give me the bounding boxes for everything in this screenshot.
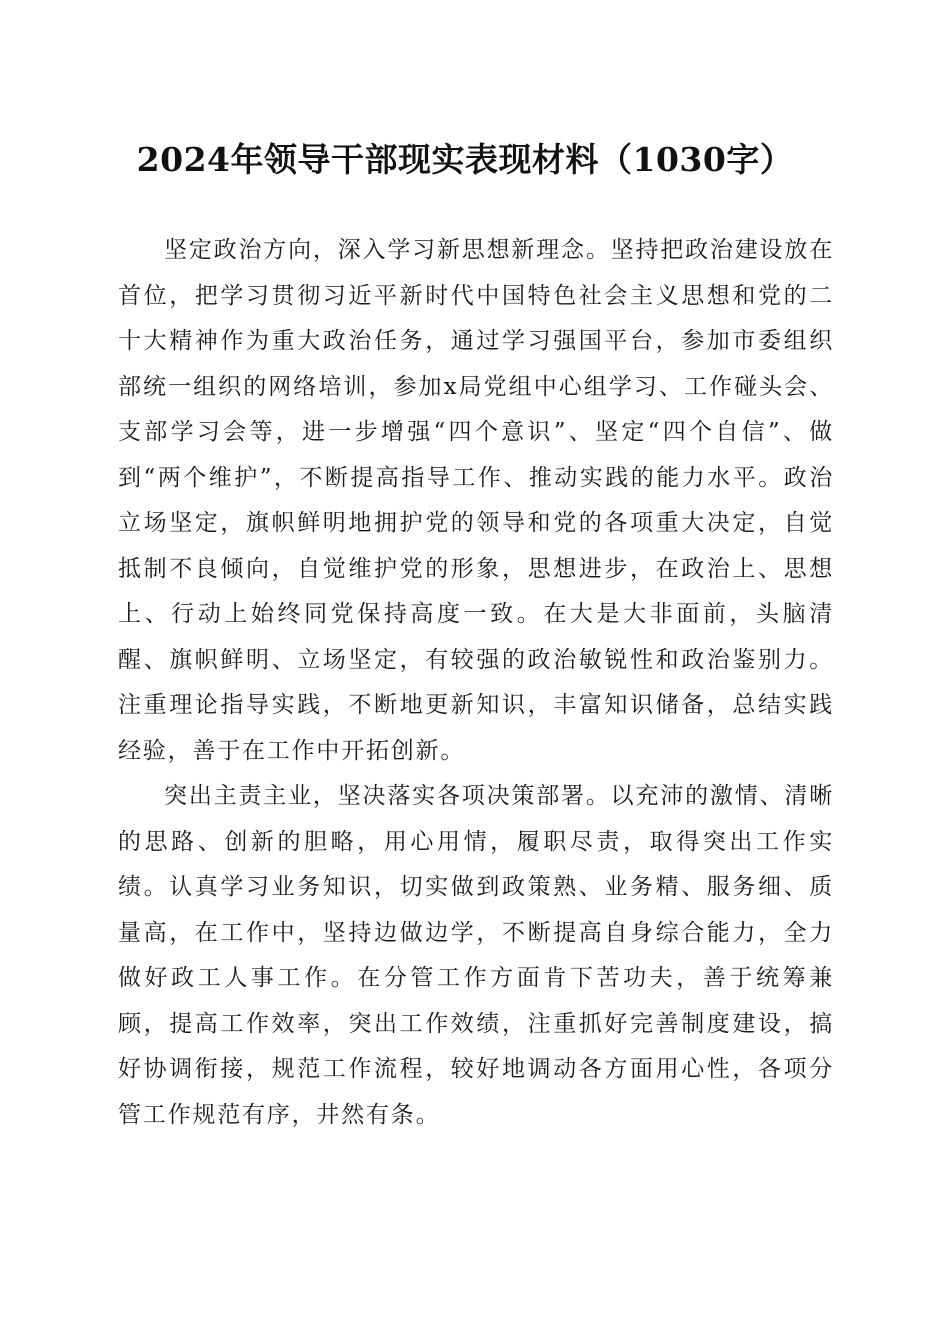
paragraph-political-direction: 坚定政治方向，深入学习新思想新理念。坚持把政治建设放在首位，把学习贯彻习近平新时代中国特色社会主义思想和党的二十大精神作为重大政治任务，通过学习强国平台，参加市委组织部统一组织的网络培训，参加x局党组中心组学习、工作碰头会、支部学习会等，进一步增强“四个意识”、坚定“四个自信”、做到“两个维护”，不断提高指导工作、推动实践的能力水平。政治立场坚定，旗帜鲜明地拥护党的领导和党的各项重大决定，自觉抵制不良倾向，自觉维护党的形象，思想进步，在政治上、思想上、行动上始终同党保持高度一致。在大是大非面前，头脑清醒、旗帜鲜明、立场坚定，有较强的政治敏锐性和政治鉴别力。注重理论指导实践，不断地更新知识，丰富知识储备，总结实践经验，善于在工作中开拓创新。 — [118, 237, 834, 764]
paragraph-main-responsibilities: 突出主责主业，坚决落实各项决策部署。以充沛的激情、清晰的思路、创新的胆略，用心用情，履职尽责，取得突出工作实绩。认真学习业务知识，切实做到政策熟、业务精、服务细、质量高，在工作中，坚持边做边学，不断提高自身综合能力，全力做好政工人事工作。在分管工作方面肯下苦功夫，善于统筹兼顾，提高工作效率，突出工作效绩，注重抓好完善制度建设，搞好协调衔接，规范工作流程，较好地调动各方面用心性，各项分管工作规范有序，井然有条。 — [118, 783, 834, 1128]
document-body — [118, 228, 834, 1138]
document-title: 2024年领导干部现实表现材料（1030字） — [136, 140, 794, 179]
